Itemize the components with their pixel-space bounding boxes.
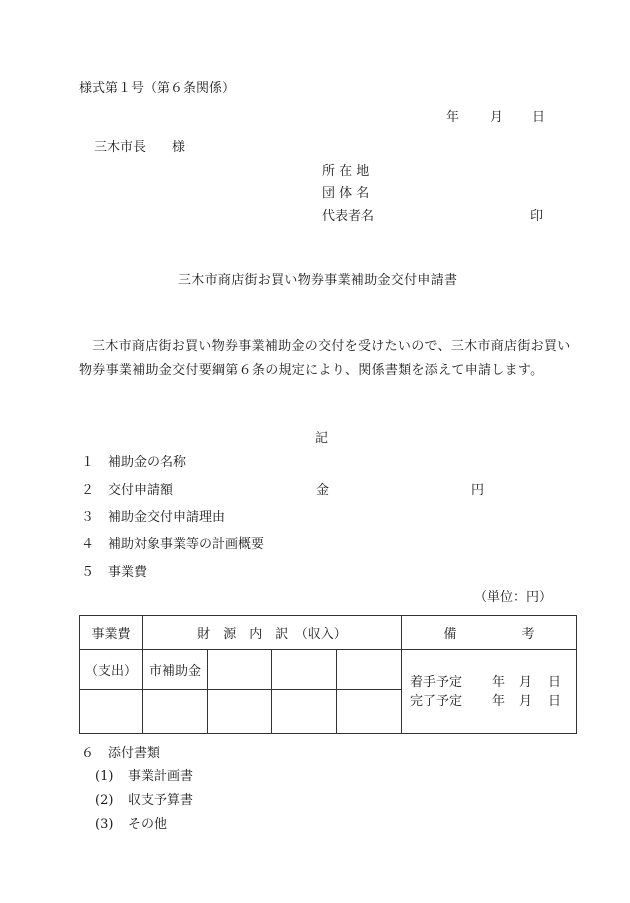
remarks-header: 備 考 xyxy=(443,627,535,642)
attachment-3-number: (3) xyxy=(95,817,114,832)
unit-note: （単位：円） xyxy=(474,590,553,605)
item-3 xyxy=(81,510,226,526)
item-5-label: 事業費 xyxy=(108,565,148,580)
date-line xyxy=(446,110,546,126)
end-day-label: 日 xyxy=(548,693,562,709)
breakdown-empty-cell xyxy=(272,650,337,690)
amount-kin-label: 金 xyxy=(316,483,330,498)
amount-yen-label: 円 xyxy=(471,483,485,498)
subsidy-label: 市補助金 xyxy=(148,664,201,679)
date-day-label: 日 xyxy=(532,110,546,125)
end-schedule-row xyxy=(402,692,576,711)
attachment-1 xyxy=(95,769,194,785)
item-5 xyxy=(81,565,148,581)
item-4-number: ４ xyxy=(81,537,95,552)
attachment-2 xyxy=(95,793,194,809)
cost-subheader: （支出） xyxy=(84,664,137,679)
breakdown-value-cell xyxy=(272,690,337,734)
ki-label: 記 xyxy=(315,431,329,446)
cost-subheader-cell xyxy=(80,650,143,690)
item-4-label: 補助対象事業等の計画概要 xyxy=(108,537,265,552)
cost-header: 事業費 xyxy=(91,627,131,642)
item-1-number: １ xyxy=(81,455,95,470)
date-month-label: 月 xyxy=(490,110,504,125)
date-year-label: 年 xyxy=(446,110,460,125)
subsidy-value-cell xyxy=(143,690,208,734)
remarks-header-cell xyxy=(402,616,577,650)
addressee: 三木市長 様 xyxy=(94,140,186,155)
start-label: 着手予定 xyxy=(410,674,463,690)
seal-mark: 印 xyxy=(530,209,544,224)
start-month-label: 月 xyxy=(519,674,533,690)
end-month-label: 月 xyxy=(519,693,533,709)
item-3-number: ３ xyxy=(81,510,95,525)
subsidy-label-cell xyxy=(143,650,208,690)
item-1-label: 補助金の名称 xyxy=(108,455,187,470)
attachment-3 xyxy=(95,817,168,833)
end-year-label: 年 xyxy=(492,693,506,709)
start-day-label: 日 xyxy=(548,674,562,690)
item-6-label: 添付書類 xyxy=(108,746,161,761)
attachment-1-number: (1) xyxy=(95,769,114,784)
attachment-2-number: (2) xyxy=(95,793,114,808)
cost-value-cell xyxy=(80,690,143,734)
representative-label: 代表者名 xyxy=(322,209,375,224)
org-name-label: 団 体 名 xyxy=(322,186,370,201)
budget-table xyxy=(79,615,577,734)
item-2-label: 交付申請額 xyxy=(108,483,174,498)
item-2-number: ２ xyxy=(81,483,95,498)
breakdown-header: 財 源 内 訳 （収入） xyxy=(197,627,347,642)
attachment-1-label: 事業計画書 xyxy=(128,769,194,784)
item-4 xyxy=(81,537,265,553)
item-6 xyxy=(81,746,161,762)
start-schedule-row xyxy=(402,673,576,692)
breakdown-empty-cell xyxy=(208,650,272,690)
body-paragraph: 三木市商店街お買い物券事業補助金の交付を受けたいので、三木市商店街お買い物券事業補助金交付要綱第６条の規定により、関係書類を添えて申請します。 xyxy=(79,339,571,378)
item-5-number: ５ xyxy=(81,565,95,580)
item-1 xyxy=(81,455,187,471)
attachment-3-label: その他 xyxy=(128,817,168,832)
breakdown-header-cell xyxy=(143,616,402,650)
attachment-2-label: 収支予算書 xyxy=(128,793,194,808)
document-title: 三木市商店街お買い物券事業補助金交付申請書 xyxy=(178,273,458,288)
item-6-number: ６ xyxy=(81,746,95,761)
schedule-cell xyxy=(402,650,577,734)
cost-header-cell xyxy=(80,616,143,650)
start-year-label: 年 xyxy=(492,674,506,690)
form-number-label: 様式第１号（第６条関係） xyxy=(79,81,236,96)
address-label: 所 在 地 xyxy=(322,164,370,179)
end-label: 完了予定 xyxy=(410,693,463,709)
breakdown-value-cell xyxy=(208,690,272,734)
breakdown-empty-cell xyxy=(337,650,402,690)
item-3-label: 補助金交付申請理由 xyxy=(108,510,226,525)
item-2 xyxy=(81,483,174,499)
breakdown-value-cell xyxy=(337,690,402,734)
